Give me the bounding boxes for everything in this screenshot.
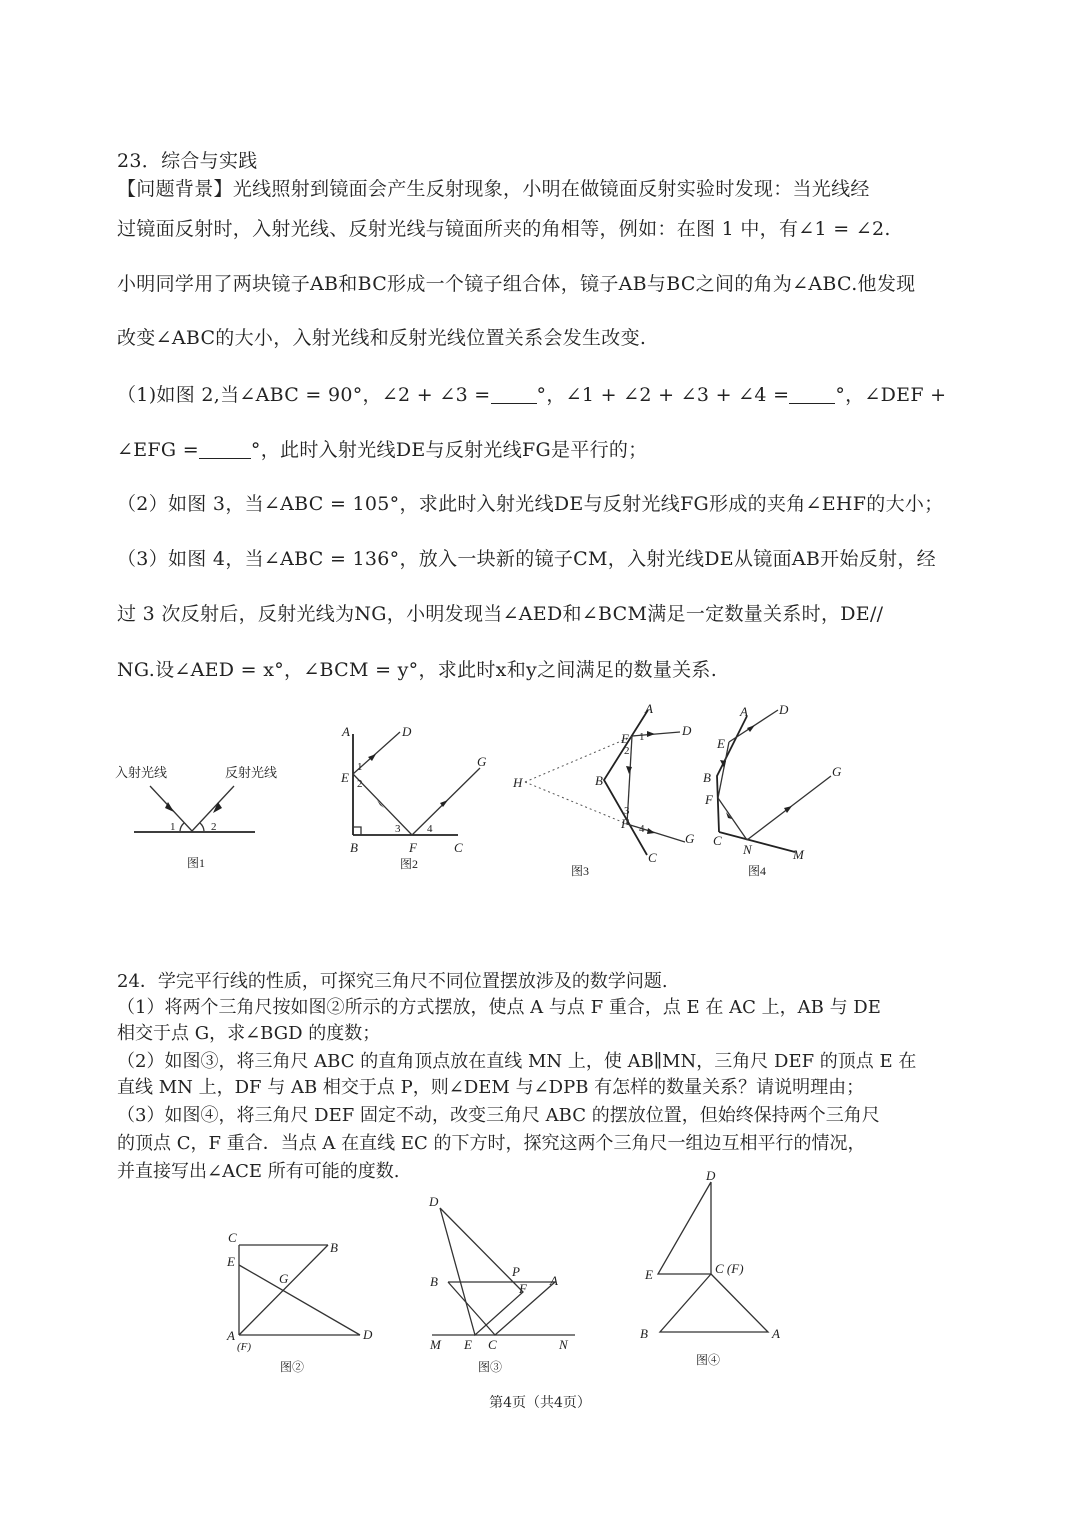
figure-caption: 图3	[571, 864, 590, 878]
point-G: G	[832, 764, 842, 779]
q23-figure-1	[110, 750, 278, 880]
q23-figure-3	[505, 700, 705, 885]
point-B: B	[430, 1274, 438, 1289]
point-B: B	[703, 770, 711, 785]
point-E: E	[621, 731, 629, 746]
point-N: N	[743, 842, 752, 857]
angle-4-label: 4	[427, 823, 433, 835]
figure-caption: 图1	[187, 856, 206, 870]
point-D: D	[363, 1327, 373, 1342]
q23-background-line-2: 过镜面反射时，入射光线、反射光线与镜面所夹的角相等，例如：在图 1 中，有∠1 = ∠2.	[117, 218, 891, 240]
point-D: D	[706, 1168, 716, 1183]
point-A: A	[550, 1273, 558, 1288]
point-M: M	[430, 1337, 441, 1352]
point-F: F	[409, 840, 417, 855]
point-C: C (F)	[715, 1261, 744, 1276]
q23-part3-line-2: 过 3 次反射后，反射光线为NG，小明发现当∠AED和∠BCM满足一定数量关系时，DE//	[117, 603, 884, 625]
angle-1-label: 1	[639, 731, 645, 743]
point-C: C	[713, 833, 722, 848]
point-B: B	[330, 1240, 338, 1255]
q23-background-line-4: 改变∠ABC的大小，入射光线和反射光线位置关系会发生改变.	[117, 327, 647, 349]
q23-background-line-3: 小明同学用了两块镜子AB和BC形成一个镜子组合体，镜子AB与BC之间的角为∠ABC.他发现	[117, 273, 916, 295]
point-G: G	[477, 754, 487, 769]
point-A: A	[227, 1328, 235, 1343]
point-A: A	[342, 724, 350, 739]
q24-part2-line-1: （2）如图③，将三角尺 ABC 的直角顶点放在直线 MN 上，使 AB∥MN，三角尺 DEF 的顶点 E 在	[117, 1051, 917, 1072]
point-F: F	[519, 1281, 527, 1296]
reflected-ray-label: 反射光线	[225, 766, 278, 781]
point-F: (F)	[237, 1341, 252, 1353]
figure-caption: 图④	[696, 1353, 721, 1367]
point-F: F	[705, 792, 713, 807]
figure-caption: 图②	[280, 1360, 305, 1374]
angle-2-label: 2	[357, 778, 363, 790]
point-N: N	[559, 1337, 568, 1352]
point-E: E	[227, 1254, 235, 1269]
angle-3-label: 3	[624, 805, 630, 817]
point-P: P	[512, 1264, 520, 1279]
angle-4-label: 4	[639, 823, 645, 835]
q23-part1-line-2: ∠EFG = °，此时入射光线DE与反射光线FG是平行的；	[117, 439, 648, 461]
point-E: E	[645, 1267, 653, 1282]
answer-blank	[491, 384, 537, 404]
point-E: E	[464, 1337, 472, 1352]
answer-blank	[789, 384, 835, 404]
point-B: B	[640, 1326, 648, 1341]
angle-2-label: 2	[624, 745, 630, 757]
point-C: C	[488, 1337, 497, 1352]
point-G: G	[279, 1271, 289, 1286]
point-G: G	[685, 831, 695, 846]
answer-blank	[199, 439, 251, 459]
point-C: C	[228, 1230, 237, 1245]
point-B: B	[595, 773, 603, 788]
q23-background-line-1: 【问题背景】光线照射到镜面会产生反射现象，小明在做镜面反射实验时发现：当光线经	[117, 178, 870, 200]
point-H: H	[513, 775, 523, 790]
q24-title: 24．学完平行线的性质，可探究三角尺不同位置摆放涉及的数学问题.	[117, 971, 668, 992]
point-B: B	[350, 840, 358, 855]
angle-1-label: 1	[357, 761, 363, 773]
figure-caption: 图③	[478, 1360, 503, 1374]
point-D: D	[429, 1194, 439, 1209]
point-D: D	[682, 723, 692, 738]
angle-3-label: 3	[395, 823, 401, 835]
angle-1-label: 1	[170, 821, 176, 833]
q24-part1-line-2: 相交于点 G，求∠BGD 的度数；	[117, 1023, 381, 1044]
q24-figure-2	[220, 1225, 390, 1385]
q24-part2-line-2: 直线 MN 上，DF 与 AB 相交于点 P，则∠DEM 与∠DPB 有怎样的数量关系？请说明理由；	[117, 1077, 865, 1098]
q24-figure-4	[630, 1162, 800, 1382]
incident-ray-label: 入射光线	[115, 766, 168, 781]
q23-title: 23．综合与实践	[117, 150, 258, 172]
q23-part3-line-3: NG.设∠AED = x°，∠BCM = y°，求此时x和y之间满足的数量关系.	[117, 659, 718, 681]
q23-background-label: 【问题背景】	[117, 178, 233, 200]
figure-caption: 图2	[400, 857, 419, 871]
point-E: E	[717, 736, 725, 751]
q23-part1-line-1: （1)如图 2,当∠ABC = 90°，∠2 + ∠3 = °，∠1 + ∠2 + ∠3 + ∠4 = °，∠DEF +	[117, 384, 947, 406]
point-D: D	[779, 702, 789, 717]
q23-figure-2	[330, 720, 500, 880]
q23-figure-4	[700, 700, 860, 885]
point-C: C	[648, 850, 657, 865]
q24-part3-line-2: 的顶点 C，F 重合．当点 A 在直线 EC 的下方时，探究这两个三角尺一组边互相平行的情况，	[117, 1133, 866, 1154]
point-F: F	[621, 816, 629, 831]
q24-part3-line-1: （3）如图④，将三角尺 DEF 固定不动，改变三角尺 ABC 的摆放位置，但始终保持两个三角尺	[117, 1105, 880, 1126]
point-A: A	[772, 1326, 780, 1341]
q23-part2: （2）如图 3，当∠ABC = 105°，求此时入射光线DE与反射光线FG形成的夹角∠EHF的大小；	[117, 493, 944, 515]
point-M: M	[793, 847, 804, 862]
q23-part3-line-1: （3）如图 4，当∠ABC = 136°，放入一块新的镜子CM，入射光线DE从镜面AB开始反射，经	[117, 548, 936, 570]
page-footer: 第4页（共4页）	[489, 1395, 591, 1411]
angle-2-label: 2	[211, 821, 217, 833]
q24-figure-3	[420, 1190, 590, 1385]
point-C: C	[454, 840, 463, 855]
point-E: E	[341, 770, 349, 785]
point-A: A	[740, 704, 748, 719]
point-D: D	[402, 724, 412, 739]
point-A: A	[645, 701, 653, 716]
q24-part3-line-3: 并直接写出∠ACE 所有可能的度数.	[117, 1161, 400, 1182]
figure-caption: 图4	[748, 864, 767, 878]
q24-part1-line-1: （1）将两个三角尺按如图②所示的方式摆放，使点 A 与点 F 重合，点 E 在 AC 上，AB 与 DE	[117, 997, 881, 1018]
